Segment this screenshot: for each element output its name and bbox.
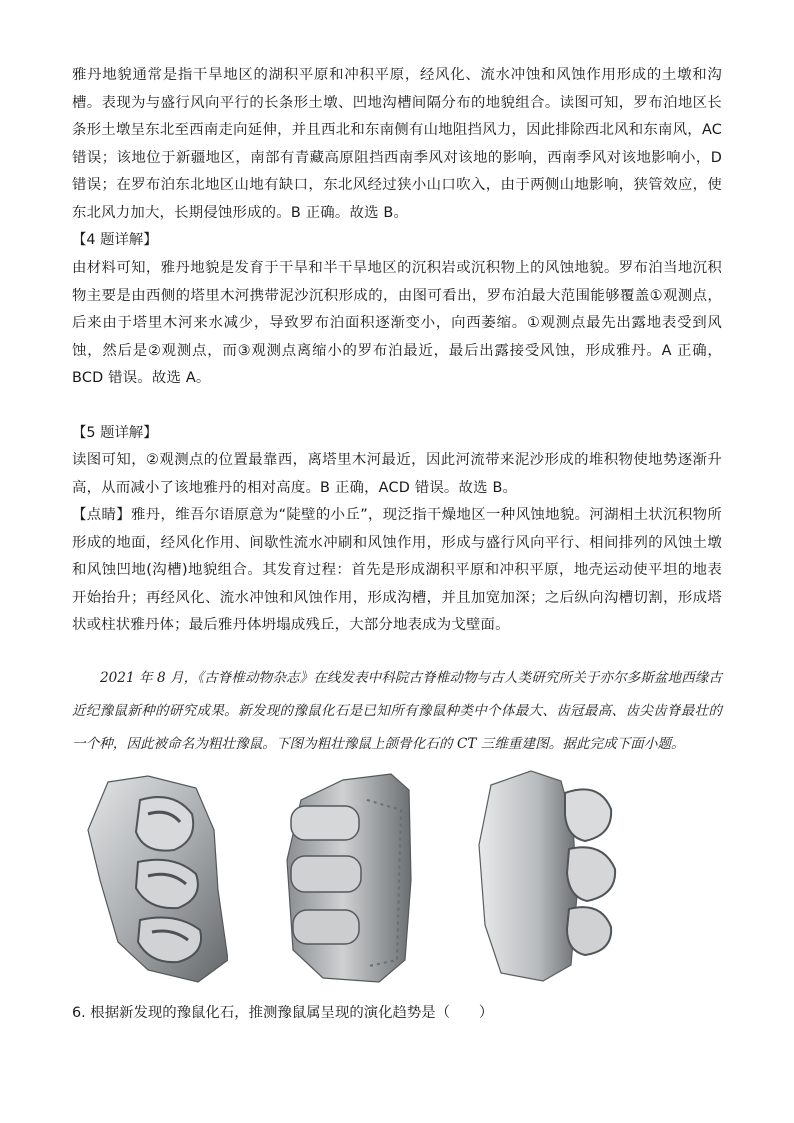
heading-question-5-explanation: 【5 题详解】 (72, 425, 158, 441)
question-6: 6. 根据新发现的豫鼠化石，推测豫鼠属呈现的演化趋势是（ ） (72, 1005, 494, 1021)
key-point-paragraph (72, 502, 722, 640)
answer-paragraph-4: 由材料可知，雅丹地貌是发育于干旱和半干旱地区的沉积岩或沉积物上的风蚀地貌。罗布泊当地沉积物主要是由西侧的塔里木河携带泥沙沉积形成的，由图可看出，罗布泊最大范围能够覆盖①观测点，后来由于塔里木河来水减少，导致罗布泊面积逐渐变小，向西萎缩。①观测点最先出露地表受到风蚀，然后是②观测点，而③观测点离缩小的罗布泊最近，最后出露接受风蚀，形成雅丹。A 正确，BCD 错误。故选 A。 (72, 260, 722, 386)
answer-paragraph-3: 雅丹地貌通常是指干旱地区的湖积平原和冲积平原，经风化、流水冲蚀和风蚀作用形成的土墩和沟槽。表现为与盛行风向平行的长条形土墩、凹地沟槽间隔分布的地貌组合。读图可知，罗布泊地区长条形土墩呈东北至西南走向延伸，并且西北和东南侧有山地阻挡风力，因此排除西北风和东南风，AC 错误；该地位于新疆地区，南部有青藏高原阻挡西南季风对该地的影响，西南季风对该地影响小，D 错误；在罗布泊东北地区山地有缺口，东北风经过狭小山口吹入，由于两侧山地影响，狭管效应，使东北风力加大，长期侵蚀形成的。B 正确。故选 B。 (72, 67, 722, 221)
key-point-label: 【点睛】 (72, 507, 132, 523)
fossil-view-occlusal (78, 770, 228, 985)
fossil-view-lateral (283, 760, 418, 985)
fossil-view-medial (473, 765, 623, 985)
fossil-ct-figure (78, 760, 638, 990)
question-stem-material: 2021 年 8 月，《古脊椎动物杂志》在线发表中科院古脊椎动物与古人类研究所关于亦尔多斯盆地西缘古近纪豫鼠新种的研究成果。新发现的豫鼠化石是已知所有豫鼠种类中个体最大、齿冠最高、齿尖齿脊最壮的一个种，因此被命名为粗壮豫鼠。下图为粗壮豫鼠上颌骨化石的 CT 三维重建图。据此完成下面小题。 (72, 670, 722, 752)
answer-paragraph-5: 读图可知，②观测点的位置最靠西，离塔里木河最近，因此河流带来泥沙形成的堆积物使地势逐渐升高，从而减小了该地雅丹的相对高度。B 正确，ACD 错误。故选 B。 (72, 452, 722, 496)
key-point-body: 雅丹，维吾尔语原意为“陡壁的小丘”，现泛指干燥地区一种风蚀地貌。河湖相土状沉积物所形成的地面，经风化作用、间歇性流水冲刷和风蚀作用，形成与盛行风向平行、相间排列的风蚀土墩和风蚀凹地(沟槽)地貌组合。其发育过程：首先是形成湖积平原和冲积平原，地壳运动使平坦的地表开始抬升；再经风化、流水冲蚀和风蚀作用，形成沟槽，并且加宽加深；之后纵向沟槽切割，形成塔状或柱状雅丹体；最后雅丹体坍塌成残丘，大部分地表成为戈壁面。 (72, 507, 722, 633)
heading-question-4-explanation: 【4 题详解】 (72, 232, 158, 248)
